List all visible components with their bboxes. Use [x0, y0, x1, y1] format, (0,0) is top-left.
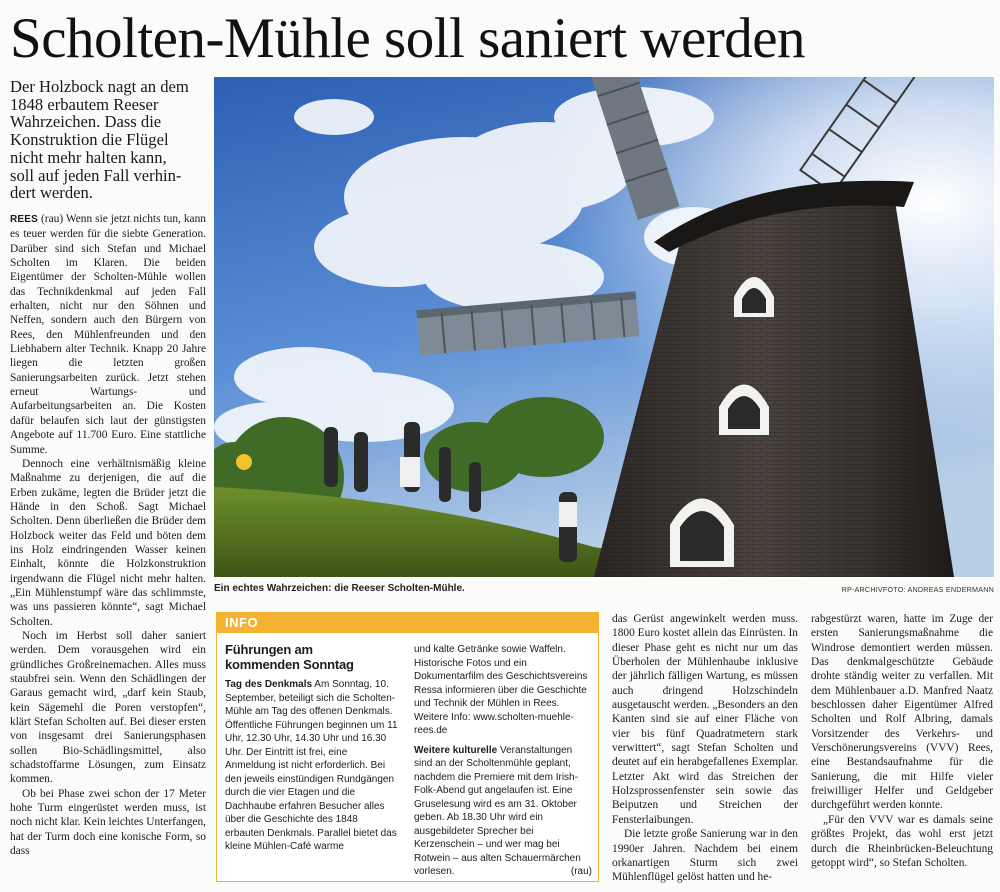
article-column-4 [811, 612, 993, 870]
article-paragraph: Ob bei Phase zwei schon der 17 Meter hohe Turm eingerüstet werden muss, ist noch nicht klar. Kein leichtes Unterfangen, hat der Turm doch eine konische Form, so dass [10, 787, 206, 858]
article-paragraph: Dennoch eine verhältnismäßig kleine Maßnahme zu derjenigen, die auf die Erben zukäme, legten die Brüder jetzt die Hände in den Schoß. Sagt Michael Scholten. Denn überließen die Brüder dem Holzbock weiter das Feld und böten dem ins Holz eindringenden Wasser keinen Einhalt, könnte die Holzkonstruktion irgendwann die Flügel nicht mehr halten. „Ein Mühlenstumpf wäre das schlimmste, was uns passieren könnte“, sagt Michael Scholten. [10, 457, 206, 628]
info-heading-line: Führungen am [225, 642, 313, 657]
info-paragraph-lead: Weitere kulturelle [414, 744, 498, 756]
lead-paragraph [10, 78, 206, 202]
info-column-1 [225, 643, 400, 854]
lead-line: Wahrzeichen. Dass die [10, 112, 162, 132]
dateline: REES [10, 214, 39, 225]
lead-line: Konstruktion die Flügel [10, 130, 169, 150]
article-column-3 [612, 612, 798, 885]
lead-line: Der Holzbock nagt an dem [10, 77, 189, 96]
lead-line: soll auf jeden Fall verhin- [10, 165, 182, 185]
article-paragraph: rabgestürzt waren, hatte im Zuge der ersten Sanierungsmaßnahme die Windrose demontiert werden müssen. Das denkmalgeschützte Gebäude drohte ständig weiter zu verfallen. Mit dem Mühlenbauer a.D. Manfred Naatz beschlossen daher Eigentümer Alfred Scholten und Rolf Albring, damals Vorsitzender des Verkehrs- und Verschönerungsvereins (VVV) Rees, eine Bestandsaufnahme für die Sanierung, die mit Hilfe vieler freiwilliger Helfer und Geldgeber durchgeführt werden konnte. [811, 613, 993, 812]
info-paragraph-lead: Tag des Denkmals [225, 679, 313, 690]
article-paragraph: „Für den VVV war es damals seine größtes Projekt, das wohl erst jetzt durch die Rheinbrücken-Beleuchtung getoppt wird“, so Stefan Scholten. [811, 813, 993, 869]
info-paragraph-text: Am Sonntag, 10. September, beteiligt sich die Scholten-Mühle am Tag des offenen Denkmals. Öffentliche Führungen beginnen um 11 Uhr, 12.30 Uhr, 14.30 Uhr und 16.30 Uhr. Der Eintritt ist frei, eine Anmeldung ist nicht erforderlich. Bei den jeweils einstündigen Rundgängen durch die vier Etagen und die Dachhaube erfahren Besucher alles über die Geschichte des 1848 erbauten Denkmals. Parallel bietet das kleine Mühlen-Café warme [225, 679, 398, 852]
photo-caption: Ein echtes Wahrzeichen: die Reeser Scholten-Mühle. [214, 583, 465, 594]
info-column-2 [414, 643, 592, 879]
article-column-1 [10, 212, 206, 858]
info-paragraph [225, 678, 400, 854]
windmill-photo [214, 77, 994, 577]
article-paragraph [10, 212, 206, 457]
info-paragraph: und kalte Getränke sowie Waffeln. Historische Fotos und ein Dokumentarfilm des Geschichtsvereins Ressa informieren über die Geschichte und Technik der Mühlen in Rees. Weitere Info: www.scholten-muehle-rees.de [414, 644, 588, 736]
info-author: (rau) [570, 866, 592, 877]
info-label: INFO [217, 613, 598, 633]
info-paragraph-text: Veranstaltungen sind an der Scholtenmühle geplant, nachdem die Premiere mit dem Irish-Folk-Abend gut angelaufen ist. Eine Gruselesung wird es am 31. Oktober geben. Ab 18.30 Uhr wird ein ausgebildeter Sprecher bei Kerzenschein – und wer mag bei Rotwein – aus alten Schauermärchen vorlesen. [414, 744, 581, 877]
lead-line: dert werden. [10, 183, 93, 203]
lead-line: nicht mehr halten kann, [10, 147, 167, 167]
info-box [216, 612, 599, 882]
info-heading [225, 643, 400, 672]
article-paragraph: Die letzte große Sanierung war in den 1990er Jahren. Nachdem bei einem orkanartigen Sturm sich zwei Mühlenflügel gelöst hatten und he- [612, 828, 798, 884]
headline: Scholten-Mühle soll saniert werden [10, 7, 806, 70]
info-paragraph [414, 744, 592, 879]
photo-credit: RP-ARCHIVFOTO: ANDREAS ENDERMANN [841, 585, 994, 594]
article-paragraph: das Gerüst angewinkelt werden muss. 1800 Euro kostet allein das Einrüsten. In dieser Phase geht es nicht nur um das Überholen der Mühlenhaube inklusive der jährlich fälligen Wartung, es müssen auch dringend Holzschindeln ausgetauscht werden. „Besonders an den Kanten sind sie auf einer Fläche von vier bis fünf Quadratmetern stark verwittert“, sagt Stefan Scholten und deutet auf ein herabgefallenes Exemplar. Letzter Akt wird das Streichen der Holzsprossenfenster sein sowie das Beiputzen und Streichen der Fensterlaibungen. [612, 613, 798, 826]
paragraph-text: (rau) Wenn sie jetzt nichts tun, kann es teuer werden für die siebte Generation. Darüber sind sich Stefan und Michael Scholten im Klaren. Die beiden Eigentümer der Scholten-Mühle wollen das Technikdenkmal auf jeden Fall erhalten, nicht nur den Söhnen und Neffen, sondern auch den Bürgern von Rees, den Mühlenfreunden und den Liebhabern alter Technik. Knapp 20 Jahre liegen die letzten großen Sanierungsarbeiten zurück. Jetzt stehen erneut Wartungs- und Aufarbeitungsarbeiten an. Die Kosten dafür belaufen sich laut der günstigsten Angebote auf 11.700 Euro. Eine stattliche Summe. [10, 213, 206, 456]
lead-line: 1848 erbautem Reeser [10, 94, 159, 114]
article-paragraph: Noch im Herbst soll daher saniert werden. Dem vorausgehen wird ein gründliches Großreinemachen. Alles muss staubfrei sein. Wenn den Schädlingen der Garaus gemacht wird, „darf kein Staub, kein Sägemehl die Poren verstopfen“, klärt Stefan Scholten auf. Bei dieser ersten von insgesamt drei Sanierungsphasen sollen Bio-Schädlingsmittel, also schadstoffarme Lösungen, zum Einsatz kommen. [10, 629, 206, 786]
info-heading-line: kommenden Sonntag [225, 656, 354, 672]
